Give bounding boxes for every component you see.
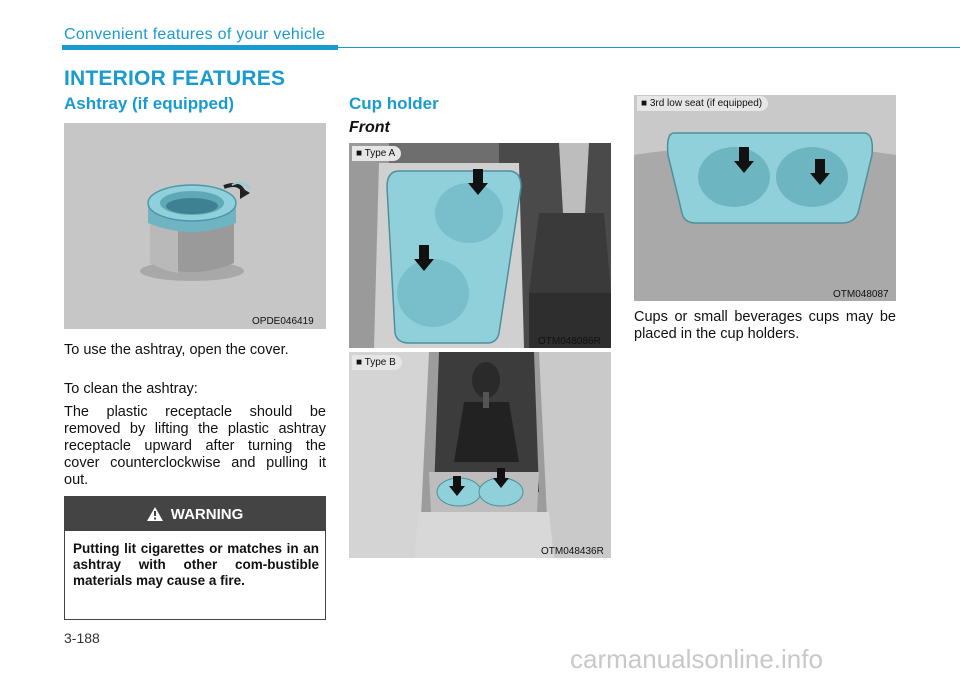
cupholder-heading: Cup holder: [349, 94, 439, 113]
warning-label: WARNING: [170, 505, 244, 523]
cupholder-type-a-image: [349, 143, 611, 348]
type-b-image-code: OTM048436R: [541, 546, 604, 557]
cupholder-description: Cups or small beverages cups may be placed in the cup holders.: [634, 309, 896, 342]
third-row-label: ■ 3rd low seat (if equipped): [637, 96, 768, 111]
warning-text: Putting lit cigarettes or matches in an ashtray with other com-bustible materials may cause a fire.: [73, 541, 319, 588]
header-accent-bar: [62, 45, 338, 50]
type-b-label: ■ Type B: [352, 355, 402, 370]
cupholder-subheading: Front: [349, 119, 390, 136]
cupholder-third-row-image: [634, 95, 896, 301]
ashtray-image: [64, 123, 326, 329]
ashtray-image-code: OPDE046419: [252, 316, 314, 327]
page-number: 3-188: [64, 630, 100, 646]
header-divider: [338, 47, 960, 48]
section-title: INTERIOR FEATURES: [64, 67, 286, 90]
type-a-image-code: OTM048086R: [538, 336, 601, 347]
ashtray-open-text: To use the ashtray, open the cover.: [64, 342, 289, 358]
ashtray-heading: Ashtray (if equipped): [64, 94, 235, 113]
warning-box: [64, 496, 326, 620]
ashtray-clean-label: To clean the ashtray:: [64, 381, 198, 397]
watermark: carmanualsonline.info: [570, 644, 823, 674]
ashtray-clean-text: The plastic receptacle should be removed by lifting the plastic ashtray receptacle upward after turning the cover counterclockwise and pulling it out.: [64, 404, 326, 488]
third-row-image-code: OTM048087: [833, 289, 889, 300]
type-a-label: ■ Type A: [352, 146, 401, 161]
chapter-title: Convenient features of your vehicle: [64, 26, 326, 43]
warning-triangle-icon: [147, 507, 163, 521]
cupholder-type-b-image: [349, 352, 611, 558]
warning-header: [65, 497, 325, 531]
